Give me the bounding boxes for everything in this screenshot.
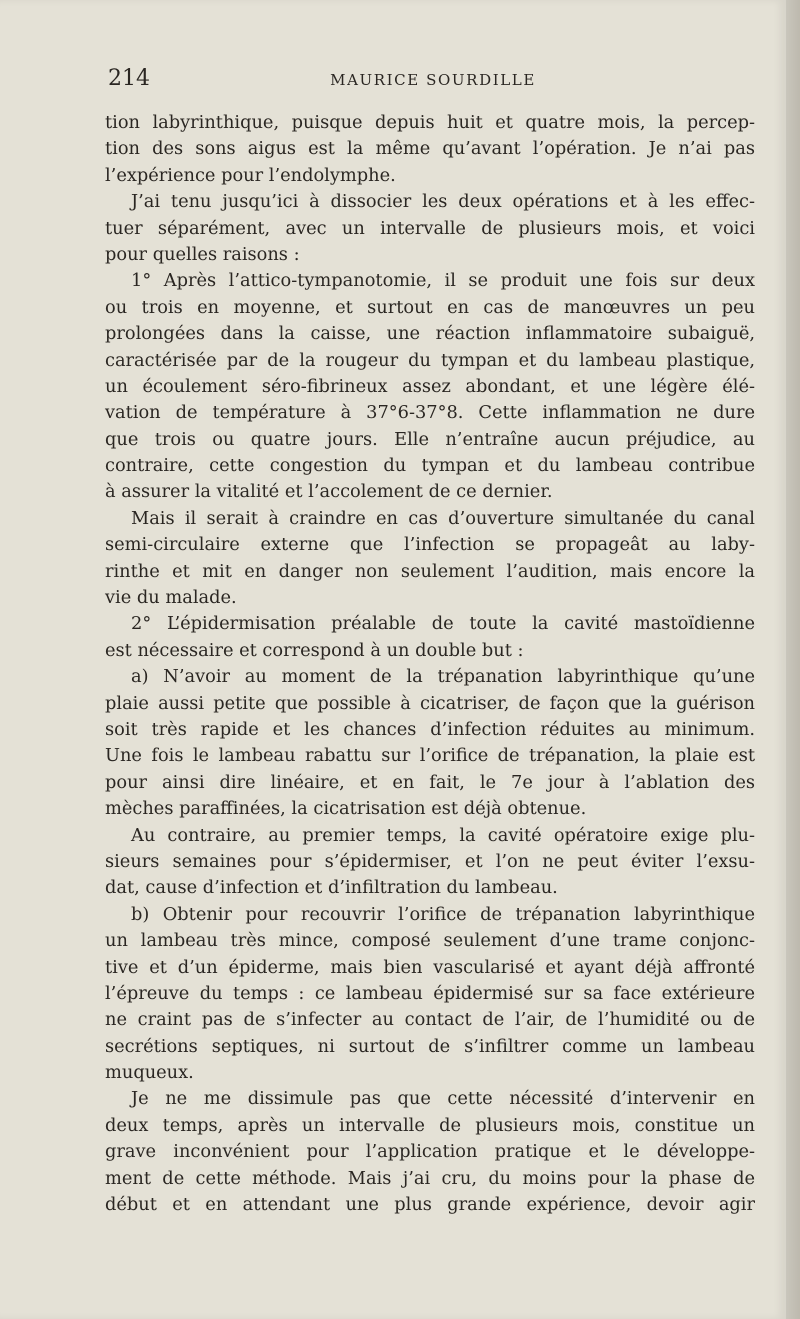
text-line: l’expérience pour l’endolymphe.	[105, 164, 396, 186]
running-head: MAURICE SOURDILLE	[330, 71, 536, 89]
text-line: vation de température à 37°6-37°8. Cette inflammation ne dure	[105, 402, 755, 424]
text-line: rinthe et mit en danger non seulement l’audition, mais encore la	[105, 560, 755, 582]
text-line: semi-circulaire externe que l’infection se propageât au laby-	[105, 534, 755, 556]
text-line: secrétions septiques, ni surtout de s’infiltrer comme un lambeau	[105, 1035, 755, 1057]
text-line: à assurer la vitalité et l’accolement de ce dernier.	[105, 481, 553, 503]
text-line: contraire, cette congestion du tympan et du lambeau contribue	[105, 455, 755, 477]
text-line: tion labyrinthique, puisque depuis huit et quatre mois, la percep-	[105, 112, 755, 133]
text-line: b) Obtenir pour recouvrir l’orifice de trépanation labyrinthique	[131, 903, 755, 925]
text-line: sieurs semaines pour s’épidermiser, et l’on ne peut éviter l’exsu-	[105, 850, 755, 872]
text-line: prolongées dans la caisse, une réaction inflammatoire subaiguë,	[105, 323, 755, 345]
text-line: a) N’avoir au moment de la trépanation labyrinthique qu’une	[131, 666, 755, 688]
text-line: 1° Après l’attico-tympanotomie, il se produit une fois sur deux	[131, 270, 755, 292]
body-text	[105, 110, 755, 1218]
text-line: grave inconvénient pour l’application pratique et le développe-	[105, 1141, 755, 1163]
text-line: J’ai tenu jusqu’ici à dissocier les deux opérations et à les effec-	[131, 191, 755, 213]
text-line: Une fois le lambeau rabattu sur l’orifice de trépanation, la plaie est	[105, 745, 755, 767]
text-line: tuer séparément, avec un intervalle de plusieurs mois, et voici	[105, 217, 755, 239]
text-line: Mais il serait à craindre en cas d’ouverture simultanée du canal	[131, 507, 755, 529]
text-line: ment de cette méthode. Mais j’ai cru, du moins pour la phase de	[105, 1167, 755, 1189]
text-line: soit très rapide et les chances d’infection réduites au minimum.	[105, 718, 755, 740]
text-line: ou trois en moyenne, et surtout en cas de manœuvres un peu	[105, 296, 755, 318]
text-line: plaie aussi petite que possible à cicatriser, de façon que la guérison	[105, 692, 755, 714]
page-header	[108, 66, 758, 96]
text-line: dat, cause d’infection et d’infiltration du lambeau.	[105, 877, 558, 899]
text-line: Au contraire, au premier temps, la cavité opératoire exige plu-	[131, 824, 755, 846]
text-line: caractérisée par de la rougeur du tympan et du lambeau plastique,	[105, 349, 755, 371]
text-line: un écoulement séro-fibrineux assez abondant, et une légère élé-	[105, 375, 755, 397]
text-line: un lambeau très mince, composé seulement d’une trame conjonc-	[105, 930, 755, 952]
text-line: Je ne me dissimule pas que cette nécessité d’intervenir en	[131, 1088, 755, 1110]
text-line: que trois ou quatre jours. Elle n’entraîne aucun préjudice, au	[105, 428, 755, 450]
text-line: ne craint pas de s’infecter au contact de l’air, de l’humidité ou de	[105, 1009, 755, 1031]
text-line: est nécessaire et correspond à un double but :	[105, 639, 524, 661]
text-line: deux temps, après un intervalle de plusieurs mois, constitue un	[105, 1114, 755, 1136]
text-line: tion des sons aigus est la même qu’avant l’opération. Je n’ai pas	[105, 138, 755, 160]
text-line: pour quelles raisons :	[105, 243, 300, 265]
page-number: 214	[108, 66, 150, 91]
text-line: vie du malade.	[105, 587, 237, 609]
text-line: mèches paraffinées, la cicatrisation est déjà obtenue.	[105, 798, 587, 820]
text-line: tive et d’un épiderme, mais bien vascularisé et ayant déjà affronté	[105, 956, 755, 978]
page-edge	[786, 0, 800, 1319]
text-line: 2° L’épidermisation préalable de toute la cavité mastoïdienne	[131, 613, 755, 635]
text-line: pour ainsi dire linéaire, et en fait, le 7e jour à l’ablation des	[105, 771, 755, 793]
text-line: muqueux.	[105, 1062, 194, 1084]
text-line: début et en attendant une plus grande expérience, devoir agir	[105, 1194, 755, 1216]
text-line: l’épreuve du temps : ce lambeau épidermisé sur sa face extérieure	[105, 982, 755, 1004]
